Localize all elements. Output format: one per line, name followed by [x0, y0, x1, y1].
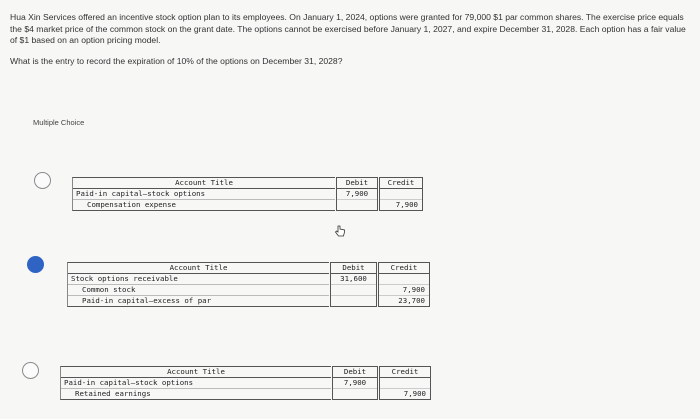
option-1-radio[interactable]: [34, 172, 51, 189]
debit-cell: 31,600: [331, 274, 376, 285]
debit-header: Debit: [337, 178, 377, 189]
credit-cell: 7,900: [403, 389, 426, 398]
journal-row-account: Paid-in capital—stock options: [73, 189, 335, 200]
option-3-credit-column: [379, 366, 431, 400]
credit-cell: [380, 378, 430, 389]
option-1-account-column: [72, 177, 335, 211]
debit-cell: [331, 296, 376, 306]
journal-row-account: Paid-in capital—excess of par: [82, 296, 212, 305]
multiple-choice-label: Multiple Choice: [33, 118, 85, 127]
option-2-radio[interactable]: [27, 256, 44, 273]
debit-header: Debit: [331, 263, 376, 274]
journal-row-account: Common stock: [68, 285, 329, 296]
journal-row-account: Paid-in capital—stock options: [61, 378, 331, 389]
account-title-header: Account Title: [68, 263, 329, 274]
option-2-credit-column: [378, 262, 430, 307]
credit-cell: [380, 189, 422, 200]
credit-header: Credit: [379, 263, 429, 274]
journal-row-account: Retained earnings: [75, 389, 151, 398]
credit-cell: 7,900: [379, 285, 429, 296]
credit-header: Credit: [380, 367, 430, 378]
journal-row-account: Compensation expense: [87, 200, 176, 209]
option-2-account-column: [67, 262, 329, 307]
option-2-debit-column: [330, 262, 377, 307]
credit-cell: [379, 274, 429, 285]
hand-cursor-icon: [334, 225, 346, 237]
debit-cell: [333, 389, 377, 399]
debit-cell: 7,900: [333, 378, 377, 389]
credit-cell: 7,900: [395, 200, 418, 209]
debit-cell: [337, 200, 377, 210]
debit-cell: 7,900: [337, 189, 377, 200]
journal-row-account: Stock options receivable: [68, 274, 329, 285]
option-1-debit-column: [336, 177, 378, 211]
option-1-credit-column: [379, 177, 423, 211]
debit-cell: [331, 285, 376, 296]
credit-header: Credit: [380, 178, 422, 189]
question-paragraph: Hua Xin Services offered an incentive stock option plan to its employees. On January 1, 2024, options were granted for 79,000 $1 par common shares. The exercise price equals the $4 market price of the common stock on the grant date. The options cannot be exercised before January 1, 2027, and expire December 31, 2028. Each option has a fair value of $1 based on an option pricing model.: [10, 12, 686, 45]
option-3-account-column: [60, 366, 331, 400]
account-title-header: Account Title: [61, 367, 331, 378]
credit-cell: 23,700: [398, 296, 425, 305]
question-ask: What is the entry to record the expiration of 10% of the options on December 31, 2028?: [10, 55, 343, 66]
option-3-radio[interactable]: [22, 362, 39, 379]
option-3-debit-column: [332, 366, 378, 400]
question-text: [10, 12, 694, 67]
account-title-header: Account Title: [73, 178, 335, 189]
debit-header: Debit: [333, 367, 377, 378]
